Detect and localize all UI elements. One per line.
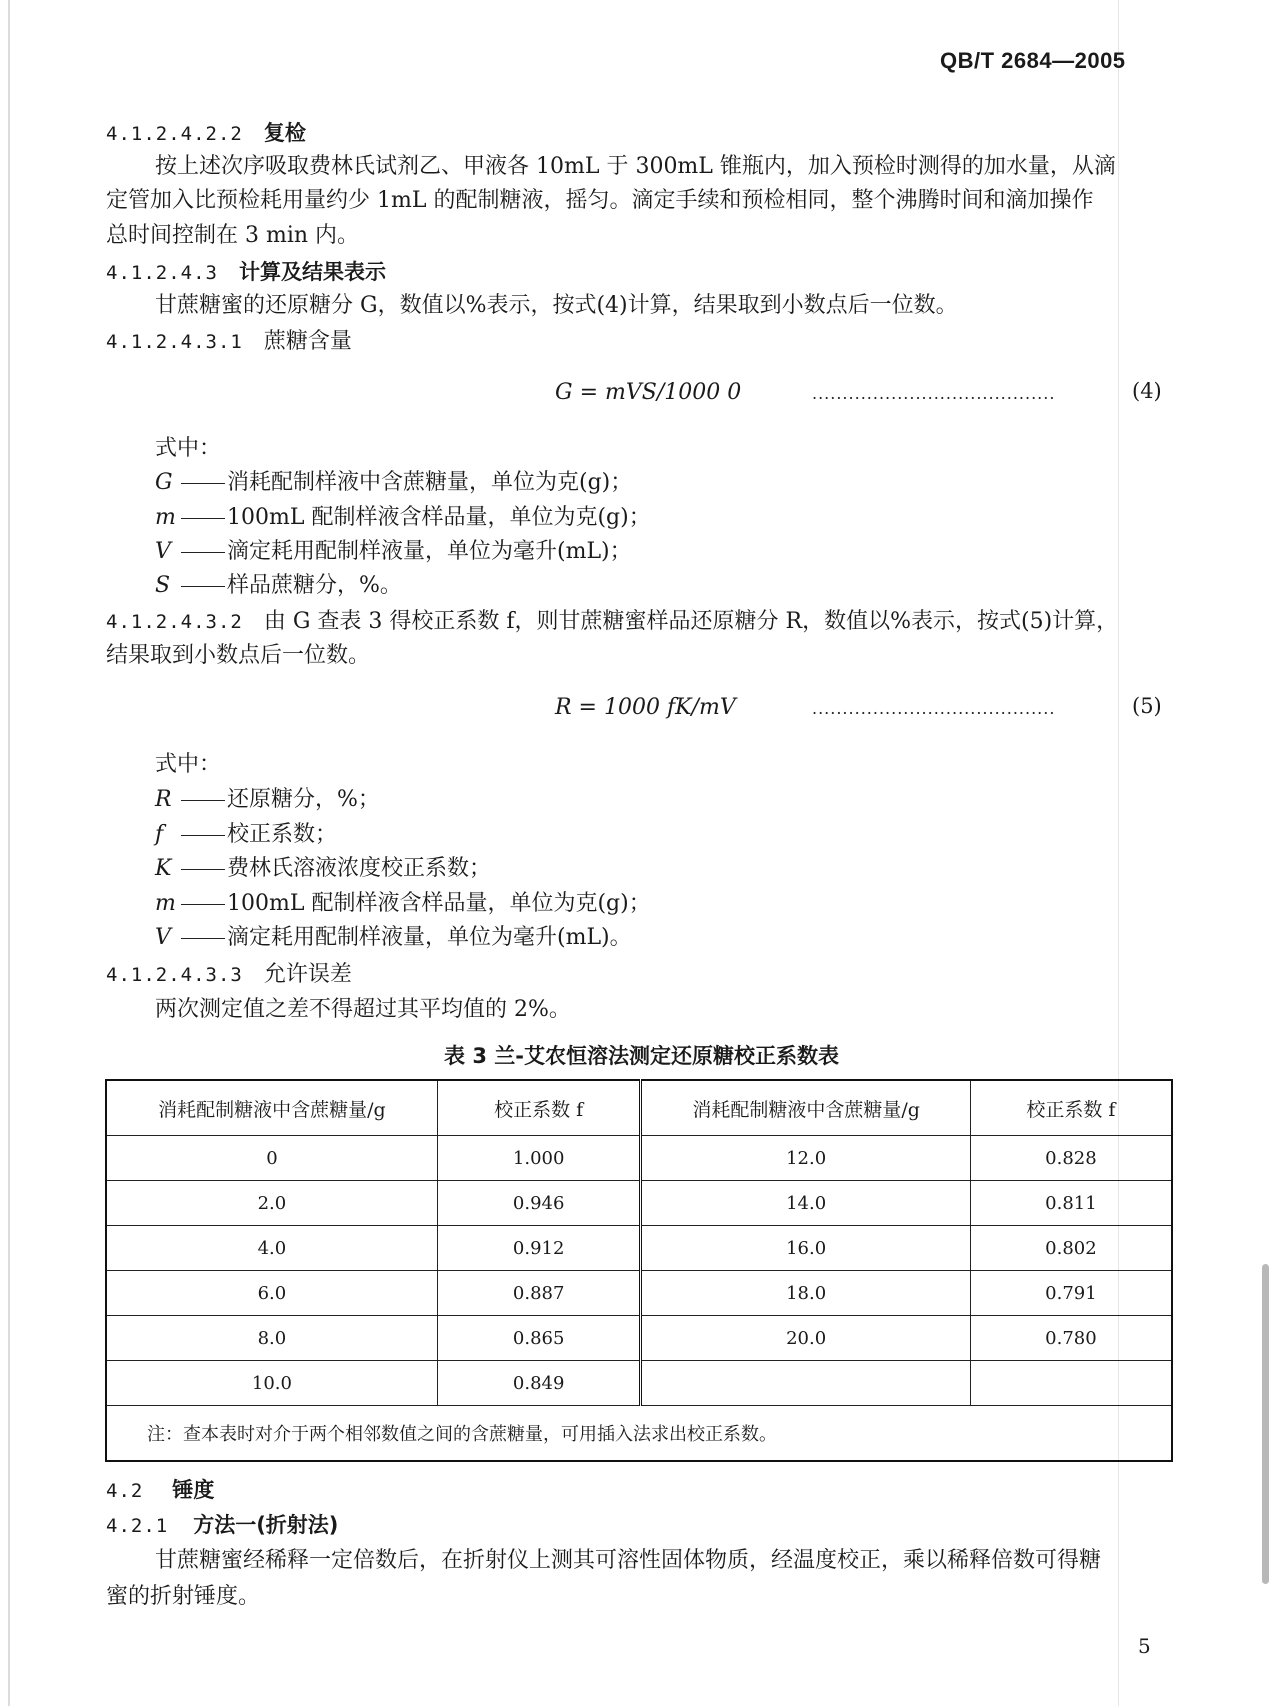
section-title: 蔗糖含量 — [263, 329, 352, 354]
vertical-scrollbar[interactable] — [1262, 1264, 1269, 1584]
formula-4: G = mVS/1000 0 — [555, 380, 742, 405]
symbol: K — [155, 856, 172, 881]
definition-item — [155, 571, 402, 601]
section-number: 4.1.2.4.3.1 — [106, 331, 243, 353]
table-row — [106, 1136, 1172, 1181]
definition-item — [155, 820, 337, 850]
section-heading — [106, 118, 306, 149]
table-row — [106, 1271, 1172, 1316]
section-heading — [106, 1510, 338, 1541]
table-cell: 0.849 — [437, 1361, 641, 1406]
correction-factor-table — [105, 1079, 1173, 1462]
symbol: V — [155, 539, 171, 564]
section-number: 4.1.2.4.2.2 — [106, 123, 243, 145]
table-cell: 20.0 — [641, 1316, 970, 1361]
table-cell: 0.865 — [437, 1316, 641, 1361]
dash — [181, 518, 225, 519]
table-cell: 0.946 — [437, 1181, 641, 1226]
definition-item — [155, 537, 632, 567]
section-number: 4.1.2.4.3.2 — [106, 611, 243, 633]
leader-dots: ........................................ — [812, 699, 1056, 718]
column-header: 消耗配制糖液中含蔗糖量/g — [106, 1080, 437, 1136]
definition-item — [155, 785, 380, 815]
definition-text: 样品蔗糖分，%。 — [227, 573, 402, 598]
dash — [181, 800, 225, 801]
page-edge — [8, 0, 10, 1706]
definition-text: 校正系数； — [227, 822, 338, 847]
definition-item — [155, 854, 491, 884]
table-cell: 6.0 — [106, 1271, 437, 1316]
paragraph-line: 两次测定值之差不得超过其平均值的 2%。 — [155, 997, 571, 1022]
definition-text: 100mL 配制样液含样品量，单位为克(g)； — [227, 505, 651, 530]
table-row — [106, 1226, 1172, 1271]
table-cell: 0.828 — [970, 1136, 1172, 1181]
section-heading — [106, 257, 386, 288]
where-label: 式中： — [155, 436, 222, 461]
table-row — [106, 1316, 1172, 1361]
table-note: 注：查本表时对介于两个相邻数值之间的含蔗糖量，可用插入法求出校正系数。 — [106, 1406, 1172, 1462]
standard-code: QB/T 2684—2005 — [940, 48, 1126, 73]
dash — [181, 835, 225, 836]
table-caption: 表 3 兰-艾农恒溶法测定还原糖校正系数表 — [444, 1044, 839, 1068]
page-number: 5 — [1138, 1634, 1151, 1658]
section-number: 4.1.2.4.3 — [106, 262, 218, 284]
table-row — [106, 1361, 1172, 1406]
table-header-row — [106, 1080, 1172, 1136]
paragraph-line: 蜜的折射锤度。 — [106, 1584, 261, 1609]
definition-item — [155, 923, 632, 953]
leader-dots: ........................................ — [812, 384, 1056, 403]
table-cell: 14.0 — [641, 1181, 970, 1226]
dash — [181, 552, 225, 553]
table-cell — [970, 1361, 1172, 1406]
paragraph-line: 按上述次序吸取费林氏试剂乙、甲液各 10mL 于 300mL 锥瓶内，加入预检时测得的加水量，从滴 — [155, 154, 1116, 179]
section-heading — [106, 607, 1118, 637]
paragraph-line: 甘蔗糖蜜经稀释一定倍数后，在折射仪上测其可溶性固体物质，经温度校正，乘以稀释倍数可得糖 — [155, 1548, 1102, 1573]
symbol: S — [155, 573, 171, 598]
section-title: 方法一(折射法) — [193, 1513, 339, 1537]
table-cell: 0.802 — [970, 1226, 1172, 1271]
paragraph-line: 甘蔗糖蜜的还原糖分 G，数值以%表示，按式(4)计算，结果取到小数点后一位数。 — [155, 293, 958, 318]
symbol: V — [155, 925, 171, 950]
section-number: 4.2.1 — [106, 1515, 169, 1537]
table-cell: 0.887 — [437, 1271, 641, 1316]
section-title: 复检 — [263, 121, 306, 145]
table-cell: 0 — [106, 1136, 437, 1181]
definition-text: 滴定耗用配制样液量，单位为毫升(mL)； — [227, 539, 632, 564]
table-cell: 1.000 — [437, 1136, 641, 1181]
symbol: m — [155, 891, 176, 916]
symbol: R — [155, 787, 172, 812]
dash — [181, 904, 225, 905]
definition-text: 消耗配制样液中含蔗糖量，单位为克(g)； — [227, 470, 633, 495]
section-heading — [106, 1475, 214, 1506]
table-cell: 10.0 — [106, 1361, 437, 1406]
equation-number: (4) — [1132, 379, 1162, 403]
table-cell: 16.0 — [641, 1226, 970, 1271]
column-header: 校正系数 f — [437, 1080, 641, 1136]
paragraph-line: 结果取到小数点后一位数。 — [106, 643, 371, 668]
column-header: 校正系数 f — [970, 1080, 1172, 1136]
section-heading — [106, 960, 352, 990]
dash — [181, 938, 225, 939]
definition-item — [155, 503, 651, 533]
section-heading — [106, 327, 352, 357]
symbol: f — [155, 822, 164, 847]
table-cell: 0.791 — [970, 1271, 1172, 1316]
column-header: 消耗配制糖液中含蔗糖量/g — [641, 1080, 970, 1136]
definition-text: 还原糖分，%； — [227, 787, 380, 812]
symbol: m — [155, 505, 176, 530]
definition-text: 费林氏溶液浓度校正系数； — [227, 856, 492, 881]
paragraph-line: 由 G 查表 3 得校正系数 f，则甘蔗糖蜜样品还原糖分 R，数值以%表示，按式(5)计算， — [263, 609, 1119, 634]
table-cell: 18.0 — [641, 1271, 970, 1316]
dash — [181, 869, 225, 870]
table-note-row — [106, 1406, 1172, 1462]
table-cell: 8.0 — [106, 1316, 437, 1361]
symbol: G — [155, 470, 173, 495]
dash — [181, 586, 225, 587]
paragraph-line: 定管加入比预检耗用量约少 1mL 的配制糖液，摇匀。滴定手续和预检相同，整个沸腾时间和滴加操作 — [106, 188, 1094, 213]
table-cell: 12.0 — [641, 1136, 970, 1181]
table-cell — [641, 1361, 970, 1406]
definition-text: 100mL 配制样液含样品量，单位为克(g)； — [227, 891, 651, 916]
section-number: 4.1.2.4.3.3 — [106, 964, 243, 986]
table-cell: 4.0 — [106, 1226, 437, 1271]
where-label: 式中： — [155, 752, 222, 777]
table-cell: 2.0 — [106, 1181, 437, 1226]
table-cell: 0.912 — [437, 1226, 641, 1271]
paragraph-line: 总时间控制在 3 min 内。 — [106, 223, 360, 248]
section-title: 计算及结果表示 — [238, 260, 386, 284]
section-title: 允许误差 — [263, 962, 352, 987]
equation-number: (5) — [1132, 694, 1162, 718]
table-cell: 0.780 — [970, 1316, 1172, 1361]
formula-5: R = 1000 fK/mV — [555, 695, 736, 720]
dash — [181, 483, 225, 484]
section-number: 4.2 — [106, 1480, 144, 1502]
definition-item — [155, 889, 651, 919]
table-row — [106, 1181, 1172, 1226]
definition-item — [155, 468, 632, 498]
section-title: 锤度 — [172, 1478, 215, 1502]
table-cell: 0.811 — [970, 1181, 1172, 1226]
definition-text: 滴定耗用配制样液量，单位为毫升(mL)。 — [227, 925, 632, 950]
